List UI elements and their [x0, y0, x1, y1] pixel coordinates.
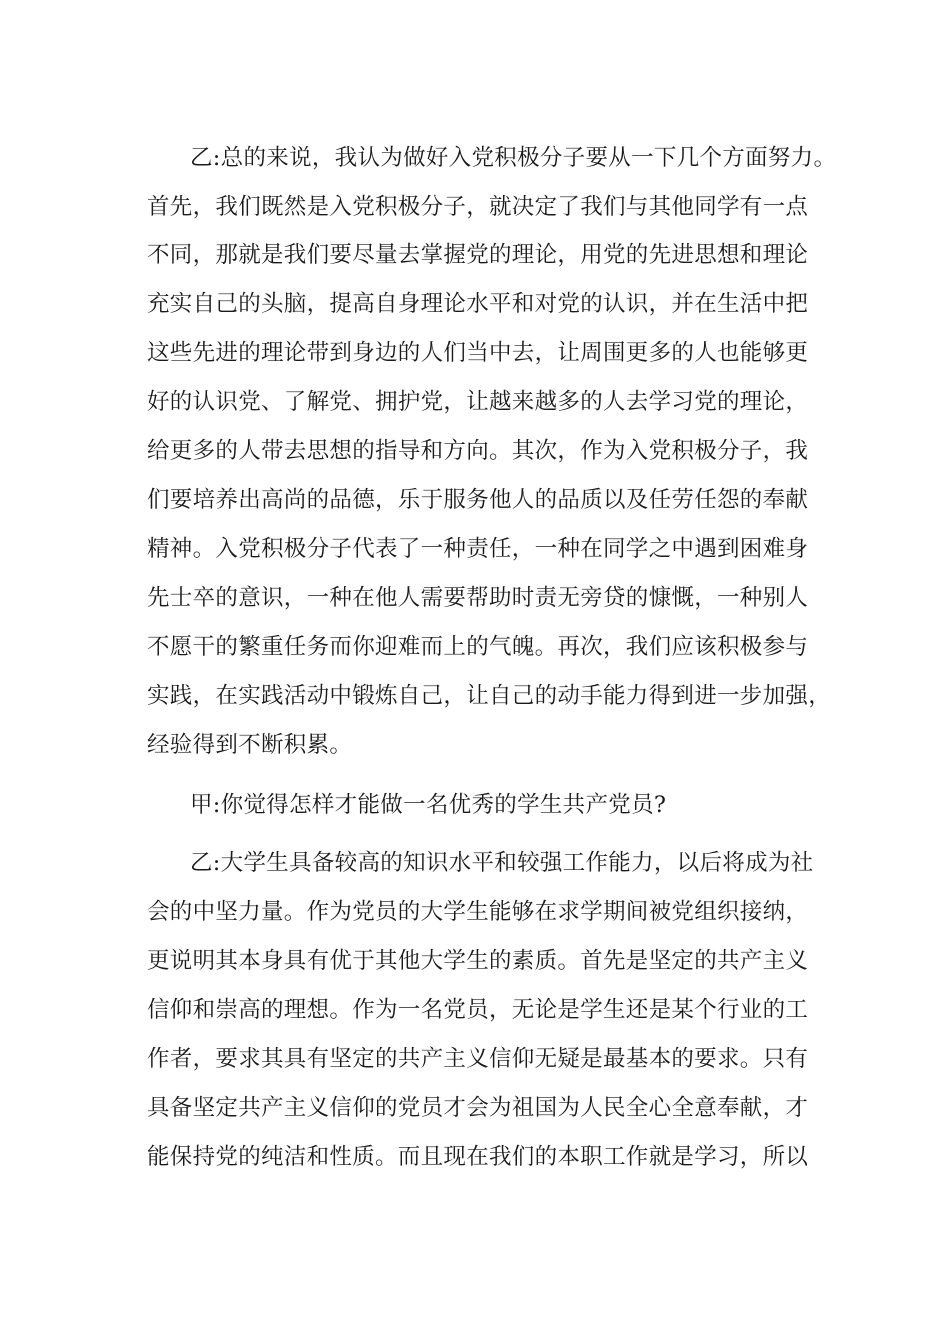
- paragraph-3-line-7: 能保持党的纯洁和性质。而且现在我们的本职工作就是学习，所以: [147, 1144, 809, 1170]
- paragraph-1-line-6: 好的认识党、了解党、拥护党，让越来越多的人去学习党的理论，: [147, 389, 809, 415]
- paragraph-1-line-3: 不同，那就是我们要尽量去掌握党的理论，用党的先进思想和理论: [147, 242, 809, 268]
- paragraph-3-line-2: 会的中坚力量。作为党员的大学生能够在求学期间被党组织接纳，: [147, 899, 809, 925]
- paragraph-1-line-9: 精神。入党积极分子代表了一种责任，一种在同学之中遇到困难身: [147, 536, 809, 562]
- paragraph-2-line-1: 甲:你觉得怎样才能做一名优秀的学生共产党员?: [190, 792, 667, 818]
- paragraph-1-line-11: 不愿干的繁重任务而你迎难而上的气魄。再次，我们应该积极参与: [147, 634, 809, 660]
- paragraph-1-line-4: 充实自己的头脑，提高自身理论水平和对党的认识，并在生活中把: [147, 291, 809, 317]
- paragraph-1-line-10: 先士卒的意识，一种在他人需要帮助时责无旁贷的慷慨，一种别人: [147, 585, 809, 611]
- paragraph-1-line-2: 首先，我们既然是入党积极分子，就决定了我们与其他同学有一点: [147, 194, 809, 220]
- paragraph-3-line-4: 信仰和崇高的理想。作为一名党员，无论是学生还是某个行业的工: [147, 997, 809, 1023]
- paragraph-3-line-6: 具备坚定共产主义信仰的党员才会为祖国为人民全心全意奉献，才: [147, 1095, 809, 1121]
- paragraph-1-line-8: 们要培养出高尚的品德，乐于服务他人的品质以及任劳任怨的奉献: [147, 487, 809, 513]
- paragraph-1-line-12: 实践，在实践活动中锻炼自己，让自己的动手能力得到进一步加强，: [147, 683, 832, 709]
- paragraph-1-line-5: 这些先进的理论带到身边的人们当中去，让周围更多的人也能够更: [147, 340, 809, 366]
- paragraph-3-line-1: 乙:大学生具备较高的知识水平和较强工作能力，以后将成为社: [190, 850, 814, 876]
- paragraph-1-line-13: 经验得到不断积累。: [147, 732, 353, 758]
- paragraph-1-line-1: 乙:总的来说，我认为做好入党积极分子要从一下几个方面努力。: [190, 145, 837, 171]
- paragraph-3-line-3: 更说明其本身具有优于其他大学生的素质。首先是坚定的共产主义: [147, 948, 809, 974]
- paragraph-1-line-7: 给更多的人带去思想的指导和方向。其次，作为入党积极分子，我: [147, 438, 809, 464]
- paragraph-3-line-5: 作者，要求其具有坚定的共产主义信仰无疑是最基本的要求。只有: [147, 1046, 809, 1072]
